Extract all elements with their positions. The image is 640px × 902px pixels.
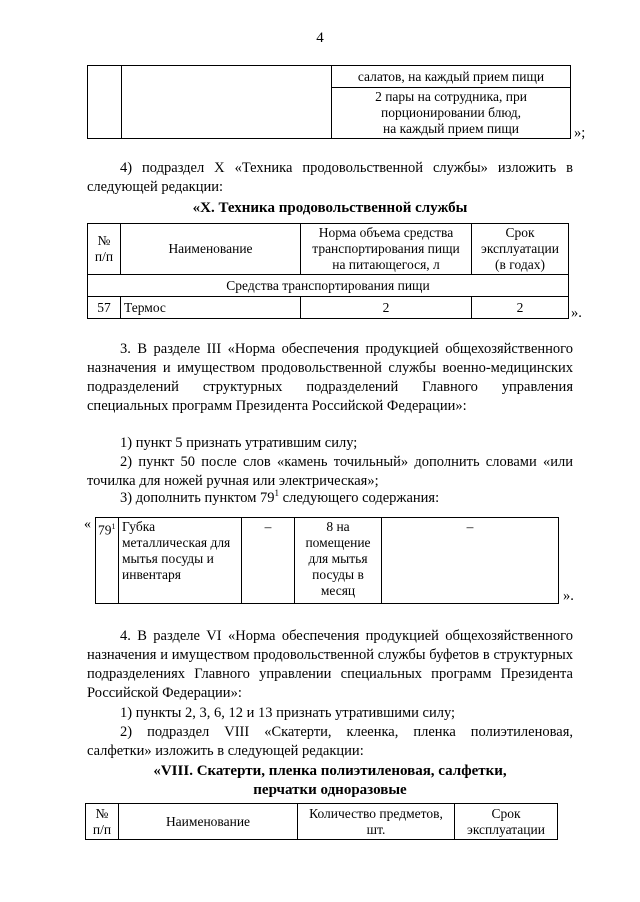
list-item bbox=[87, 484, 573, 508]
closing-quote: ». bbox=[563, 588, 574, 604]
paragraph: 4. В разделе VI «Норма обеспечения продукцией общехозяйственного назначения и имуществом продовольственной службы буфетов в структурных подразделениях Главного управлении специальных программ Президента Российской Федерации»: bbox=[87, 628, 573, 701]
list-item: 1) пункты 2, 3, 6, 12 и 13 признать утратившими силу; bbox=[120, 705, 456, 721]
table-tablecloths bbox=[85, 803, 558, 840]
section-heading: «X. Техника продовольственной службы bbox=[192, 200, 468, 216]
row-norm: 8 на помещение для мытья посуды в месяц bbox=[295, 518, 382, 604]
closing-quote: ». bbox=[571, 305, 582, 321]
list-item-text: следующего содержания: bbox=[279, 489, 440, 506]
list-item: 2) подраздел VIII «Скатерти, клеенка, пленка полиэтиленовая, салфетки» изложить в следующей редакции: bbox=[87, 724, 573, 759]
table-cell: салатов, на каждый прием пищи bbox=[332, 66, 571, 88]
section-heading: перчатки одноразовые bbox=[253, 782, 407, 798]
table-continuation bbox=[87, 65, 571, 139]
cell-line: на каждый прием пищи bbox=[383, 121, 519, 136]
row-norm: 2 bbox=[301, 297, 472, 319]
row-num bbox=[96, 518, 119, 604]
table-equipment bbox=[87, 223, 569, 319]
header-term: Срок эксплуатации bbox=[455, 804, 558, 840]
header-name: Наименование bbox=[121, 224, 301, 275]
row-term: 2 bbox=[472, 297, 569, 319]
table-cell-empty bbox=[122, 66, 332, 139]
table-cell-empty bbox=[88, 66, 122, 139]
header-norm: Норма объема средства транспортирования пищи на питающегося, л bbox=[301, 224, 472, 275]
header-name: Наименование bbox=[119, 804, 298, 840]
cell-line: порционировании блюд, bbox=[380, 105, 522, 120]
row-dash: – bbox=[382, 518, 559, 604]
superscript: 1 bbox=[274, 488, 280, 498]
page-number: 4 bbox=[316, 30, 324, 46]
header-num: № п/п bbox=[86, 804, 119, 840]
row-dash: – bbox=[242, 518, 295, 604]
closing-quote: »; bbox=[574, 125, 586, 141]
opening-quote: « bbox=[84, 517, 91, 532]
row-num: 57 bbox=[88, 297, 121, 319]
row-name: Губка металлическая для мытья посуды и инвентаря bbox=[119, 518, 242, 604]
header-qty: Количество предметов, шт. bbox=[298, 804, 455, 840]
row-name: Термос bbox=[121, 297, 301, 319]
row-num-text: 79 bbox=[98, 522, 112, 538]
table-item-79 bbox=[95, 517, 559, 604]
paragraph: 3. В разделе III «Норма обеспечения продукцией общехозяйственного назначения и имуществом продовольственной службы военно-медицинских подразделений структурных подразделений Главного управления специальных программ Президента Российской Федерации»: bbox=[87, 341, 573, 414]
header-num: № п/п bbox=[88, 224, 121, 275]
paragraph: 4) подраздел X «Техника продовольственной службы» изложить в следующей редакции: bbox=[87, 160, 573, 195]
header-term: Срок эксплуатации (в годах) bbox=[472, 224, 569, 275]
section-row: Средства транспортирования пищи bbox=[88, 275, 569, 297]
cell-line: 2 пары на сотрудника, при bbox=[375, 89, 527, 104]
superscript: 1 bbox=[111, 522, 116, 531]
section-heading: «VIII. Скатерти, пленка полиэтиленовая, салфетки, bbox=[153, 763, 507, 779]
table-cell bbox=[332, 88, 571, 139]
list-item: 1) пункт 5 признать утратившим силу; bbox=[120, 435, 358, 451]
list-item: 2) пункт 50 после слов «камень точильный» дополнить словами «или точилка для ножей ручная или электрическая»; bbox=[87, 454, 573, 489]
list-item-text: 3) дополнить пунктом 79 bbox=[120, 489, 275, 506]
